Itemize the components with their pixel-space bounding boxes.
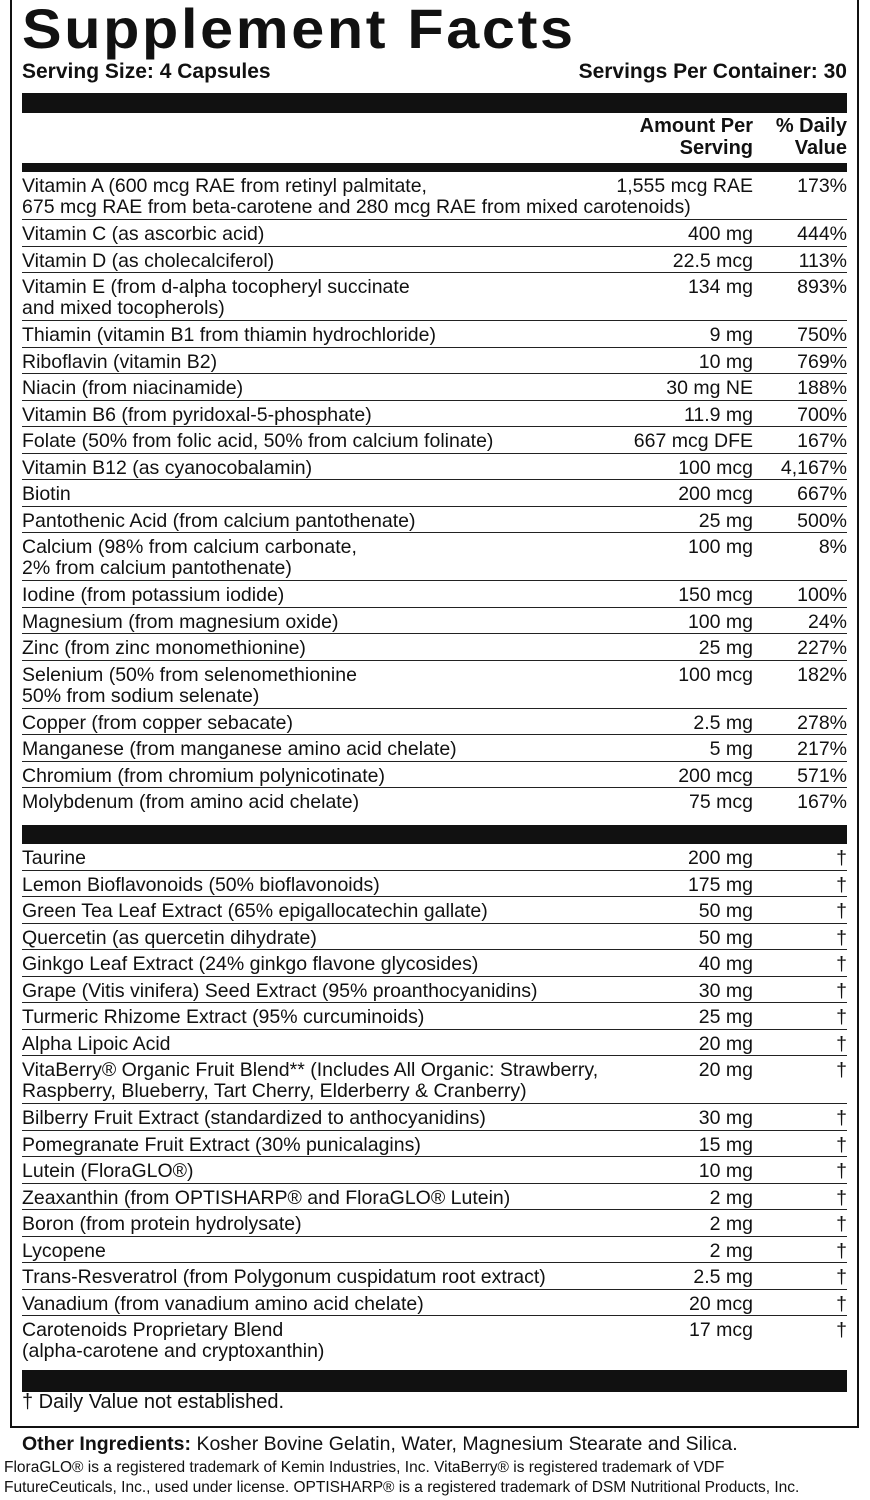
list-item xyxy=(22,1003,847,1030)
other-ingredients xyxy=(22,1433,738,1456)
nutrient-name: Vitamin B6 (from pyridoxal-5-phosphate) xyxy=(22,403,372,426)
nutrient-amount: 2 mg xyxy=(709,1186,753,1209)
list-item xyxy=(22,788,847,815)
daily-value: † xyxy=(836,847,847,869)
list-item xyxy=(22,977,847,1004)
nutrient-name: Zeaxanthin (from OPTISHARP® and FloraGLO® Lutein) xyxy=(22,1186,511,1209)
list-item xyxy=(22,220,847,247)
nutrient-name: Quercetin (as quercetin dihydrate) xyxy=(22,926,317,949)
nutrient-name: Boron (from protein hydrolysate) xyxy=(22,1213,302,1235)
section-divider-bar xyxy=(22,825,847,844)
bottom-divider-bar xyxy=(22,1370,847,1392)
daily-value: 278% xyxy=(797,711,847,734)
trademark-notice: FloraGLO® is a registered trademark of Kemin Industries, Inc. VitaBerry® is registered trademark of VDF FutureCeuticals, Inc., used under license. OPTISHARP® is a registered trademark of DSM Nutritional Products, Inc. xyxy=(4,1459,800,1496)
column-headers xyxy=(22,115,847,163)
nutrient-amount: 100 mcg xyxy=(678,456,753,479)
daily-value: † xyxy=(836,1319,847,1341)
nutrient-name: Magnesium (from magnesium oxide) xyxy=(22,610,339,633)
daily-value: 750% xyxy=(797,324,847,346)
nutrient-amount: 10 mg xyxy=(698,350,753,373)
serving-size: Serving Size: 4 Capsules xyxy=(22,60,271,83)
daily-value: † xyxy=(836,926,847,949)
nutrient-amount: 20 mcg xyxy=(689,1292,753,1315)
nutrient-name: Vanadium (from vanadium amino acid chelate) xyxy=(22,1292,424,1315)
nutrient-name: Lutein (FloraGLO®) xyxy=(22,1160,194,1182)
other-ingredients-text: Kosher Bovine Gelatin, Water, Magnesium Stearate and Silica. xyxy=(191,1433,738,1455)
nutrient-name: Ginkgo Leaf Extract (24% ginkgo flavone glycosides) xyxy=(22,953,479,975)
nutrient-amount: 100 mg xyxy=(687,536,753,558)
nutrient-name: VitaBerry® Organic Fruit Blend** (Includes All Organic: Strawberry, Raspberry, Blueberry, Tart Cherry, Elderberry & Cranberry) xyxy=(22,1059,599,1102)
nutrient-amount: 134 mg xyxy=(687,276,753,298)
nutrient-amount: 2.5 mg xyxy=(693,711,753,734)
nutrient-name: Alpha Lipoic Acid xyxy=(22,1032,171,1055)
nutrient-name: Copper (from copper sebacate) xyxy=(22,711,293,734)
list-item xyxy=(22,897,847,924)
daily-value: † xyxy=(836,1059,847,1081)
list-item xyxy=(22,634,847,661)
nutrient-amount: 20 mg xyxy=(698,1032,753,1055)
list-item xyxy=(22,454,847,481)
list-item xyxy=(22,762,847,789)
daily-value: 182% xyxy=(797,663,847,686)
nutrient-name: Vitamin E (from d-alpha tocopheryl succinate and mixed tocopherols) xyxy=(22,276,410,319)
nutrient-amount: 25 mg xyxy=(698,509,753,532)
daily-value-header: % Daily Value xyxy=(775,115,847,159)
list-item xyxy=(22,533,847,581)
nutrient-amount: 150 mcg xyxy=(678,584,753,606)
daily-value: † xyxy=(836,979,847,1002)
daily-value: † xyxy=(836,1032,847,1055)
list-item xyxy=(22,374,847,401)
nutrient-name: Selenium (50% from selenomethionine 50% from sodium selenate) xyxy=(22,663,357,707)
list-item xyxy=(22,1237,847,1264)
list-item xyxy=(22,1157,847,1184)
nutrient-name: Chromium (from chromium polynicotinate) xyxy=(22,764,386,787)
daily-value: † xyxy=(836,1006,847,1028)
nutrient-name: Zinc (from zinc monomethionine) xyxy=(22,637,306,659)
nutrient-name: Molybdenum (from amino acid chelate) xyxy=(22,791,360,813)
list-item xyxy=(22,924,847,951)
list-item xyxy=(22,661,847,709)
nutrient-amount: 2.5 mg xyxy=(693,1266,753,1288)
list-item xyxy=(22,348,847,375)
daily-value: 167% xyxy=(797,791,847,813)
daily-value: 700% xyxy=(797,403,847,426)
nutrient-amount: 15 mg xyxy=(698,1133,753,1156)
list-item xyxy=(22,581,847,608)
list-item xyxy=(22,844,847,871)
nutrient-amount: 25 mg xyxy=(698,1006,753,1028)
nutrient-amount: 1,555 mcg RAE xyxy=(616,175,753,197)
nutrient-amount: 50 mg xyxy=(698,900,753,922)
daily-value: 8% xyxy=(818,536,847,558)
daily-value: † xyxy=(836,1292,847,1315)
nutrient-name: Manganese (from manganese amino acid chelate) xyxy=(22,738,457,760)
list-item xyxy=(22,1131,847,1158)
nutrient-name: Trans-Resveratrol (from Polygonum cuspidatum root extract) xyxy=(22,1266,546,1288)
daily-value: 100% xyxy=(797,584,847,606)
list-item xyxy=(22,172,847,220)
nutrient-amount: 175 mg xyxy=(687,873,753,896)
nutrient-amount: 10 mg xyxy=(698,1160,753,1182)
nutrient-name: Riboflavin (vitamin B2) xyxy=(22,350,218,373)
list-item xyxy=(22,735,847,762)
daily-value-footnote: † Daily Value not established. xyxy=(22,1391,285,1413)
servings-per-container: Servings Per Container: 30 xyxy=(578,60,847,83)
nutrient-amount: 200 mg xyxy=(687,847,753,869)
nutrient-name: Grape (Vitis vinifera) Seed Extract (95% proanthocyanidins) xyxy=(22,979,538,1002)
nutrient-name: Carotenoids Proprietary Blend (alpha-carotene and cryptoxanthin) xyxy=(22,1319,325,1362)
daily-value: † xyxy=(836,1160,847,1182)
daily-value: † xyxy=(836,900,847,922)
nutrient-amount: 75 mcg xyxy=(689,791,753,813)
nutrient-amount: 2 mg xyxy=(709,1213,753,1235)
nutrient-amount: 17 mcg xyxy=(689,1319,753,1341)
list-item xyxy=(22,1210,847,1237)
list-item xyxy=(22,1290,847,1317)
nutrient-amount: 667 mcg DFE xyxy=(633,430,753,452)
nutrient-amount: 9 mg xyxy=(709,324,753,346)
nutrient-name: Bilberry Fruit Extract (standardized to anthocyanidins) xyxy=(22,1107,486,1129)
nutrient-name: Niacin (from niacinamide) xyxy=(22,377,244,399)
list-item xyxy=(22,247,847,274)
nutrient-amount: 30 mg NE xyxy=(666,377,753,399)
other-ingredients-list xyxy=(22,844,847,1364)
nutrient-name: Green Tea Leaf Extract (65% epigallocatechin gallate) xyxy=(22,900,488,922)
nutrient-amount: 100 mcg xyxy=(678,663,753,686)
nutrient-name: Thiamin (vitamin B1 from thiamin hydrochloride) xyxy=(22,324,436,346)
nutrient-name: Biotin xyxy=(22,483,71,505)
nutrient-name: Vitamin D (as cholecalciferol) xyxy=(22,249,275,272)
nutrient-name: Iodine (from potassium iodide) xyxy=(22,584,285,606)
daily-value: 769% xyxy=(797,350,847,373)
amount-per-serving-header: Amount Per Serving xyxy=(639,115,753,159)
nutrient-name: Lycopene xyxy=(22,1239,106,1262)
daily-value: 500% xyxy=(797,509,847,532)
nutrient-amount: 400 mg xyxy=(687,223,753,245)
panel-title: Supplement Facts xyxy=(22,0,576,60)
nutrient-name: Calcium (98% from calcium carbonate, 2% from calcium pantothenate) xyxy=(22,536,357,579)
vitamins-minerals-list xyxy=(22,172,847,815)
daily-value: † xyxy=(836,873,847,896)
daily-value: 167% xyxy=(797,430,847,452)
nutrient-name: Vitamin C (as ascorbic acid) xyxy=(22,223,265,245)
list-item xyxy=(22,1104,847,1131)
daily-value: 667% xyxy=(797,483,847,505)
list-item xyxy=(22,273,847,321)
list-item xyxy=(22,1263,847,1290)
list-item xyxy=(22,950,847,977)
nutrient-amount: 200 mcg xyxy=(678,764,753,787)
list-item xyxy=(22,871,847,898)
nutrient-name: Lemon Bioflavonoids (50% bioflavonoids) xyxy=(22,873,380,896)
nutrient-amount: 30 mg xyxy=(698,979,753,1002)
nutrient-name: Taurine xyxy=(22,847,86,869)
nutrient-name: Folate (50% from folic acid, 50% from calcium folinate) xyxy=(22,430,494,452)
nutrient-name: Pomegranate Fruit Extract (30% punicalagins) xyxy=(22,1133,421,1156)
other-ingredients-label: Other Ingredients: xyxy=(22,1433,192,1455)
daily-value: 4,167% xyxy=(780,456,847,479)
nutrient-amount: 22.5 mcg xyxy=(672,249,753,272)
nutrient-amount: 20 mg xyxy=(698,1059,753,1081)
nutrient-name: Turmeric Rhizome Extract (95% curcuminoids) xyxy=(22,1006,425,1028)
daily-value: 188% xyxy=(797,377,847,399)
list-item xyxy=(22,1316,847,1364)
nutrient-amount: 25 mg xyxy=(698,637,753,659)
daily-value: 571% xyxy=(797,764,847,787)
daily-value: 24% xyxy=(807,610,847,633)
serving-info xyxy=(22,60,847,84)
nutrient-name: Vitamin B12 (as cyanocobalamin) xyxy=(22,456,313,479)
daily-value: † xyxy=(836,1239,847,1262)
supplement-facts-panel xyxy=(10,0,859,1428)
list-item xyxy=(22,1184,847,1211)
nutrient-amount: 11.9 mg xyxy=(683,403,753,426)
list-item xyxy=(22,321,847,348)
list-item xyxy=(22,507,847,534)
daily-value: 893% xyxy=(797,276,847,298)
nutrient-amount: 2 mg xyxy=(709,1239,753,1262)
daily-value: † xyxy=(836,953,847,975)
list-item xyxy=(22,401,847,428)
daily-value: 217% xyxy=(797,738,847,760)
list-item xyxy=(22,608,847,635)
list-item xyxy=(22,1030,847,1057)
daily-value: † xyxy=(836,1186,847,1209)
list-item xyxy=(22,480,847,507)
nutrient-amount: 30 mg xyxy=(698,1107,753,1129)
daily-value: 227% xyxy=(797,637,847,659)
list-item xyxy=(22,427,847,454)
header-divider-bar xyxy=(22,93,847,113)
daily-value: † xyxy=(836,1266,847,1288)
nutrient-amount: 200 mcg xyxy=(678,483,753,505)
daily-value: 113% xyxy=(798,249,847,272)
daily-value: 173% xyxy=(797,175,847,197)
nutrient-name: Vitamin A (600 mcg RAE from retinyl palmitate, 675 mcg RAE from beta-carotene and 280 mcg RAE from mixed carotenoids) xyxy=(22,175,691,218)
nutrient-amount: 5 mg xyxy=(709,738,753,760)
daily-value: † xyxy=(836,1107,847,1129)
daily-value: † xyxy=(836,1213,847,1235)
daily-value: 444% xyxy=(797,223,847,245)
nutrient-amount: 50 mg xyxy=(698,926,753,949)
daily-value: † xyxy=(836,1133,847,1156)
nutrient-amount: 100 mg xyxy=(687,610,753,633)
nutrient-name: Pantothenic Acid (from calcium pantothenate) xyxy=(22,509,416,532)
list-item xyxy=(22,1056,847,1104)
list-item xyxy=(22,709,847,736)
nutrient-amount: 40 mg xyxy=(698,953,753,975)
column-divider-bar xyxy=(22,163,847,172)
